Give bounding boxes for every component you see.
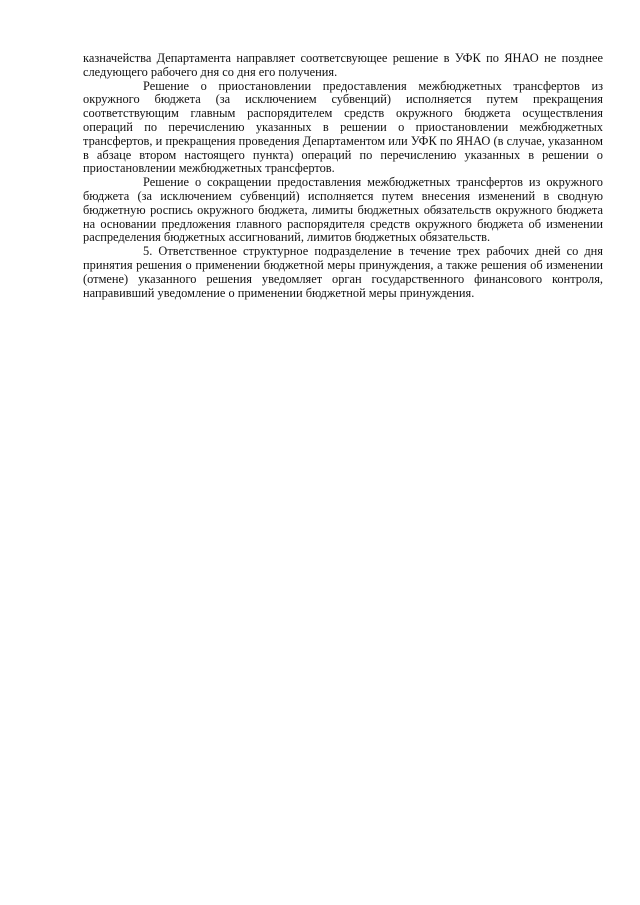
paragraph-continuation: казначейства Департамента направляет соответсвующее решение в УФК по ЯНАО не позднее следующего рабочего дня со дня его получения. [83, 51, 603, 79]
document-page [83, 52, 603, 300]
paragraph-reduction-decision: Решение о сокращении предоставления межбюджетных трансфертов из окружного бюджета (за исключением субвенций) исполняется путем внесения изменений в сводную бюджетную роспись окружного бюджета, лимиты бюджетных обязательств окружного бюджета на основании предложения главного распорядителя средств окружного бюджета об изменении распределения бюджетных ассигнований, лимитов бюджетных обязательств. [83, 175, 603, 245]
paragraph-suspension-decision: Решение о приостановлении предоставления межбюджетных трансфертов из окружного бюджета (за исключением субвенций) исполняется путем прекращения соответствующим главным распорядителем средств окружного бюджета осуществления операций по перечислению указанных в решении о приостановлении межбюджетных трансфертов, и прекращения проведения Департаментом или УФК по ЯНАО (в случае, указанном в абзаце втором настоящего пункта) операций по перечислению указанных в решении о приостановлении межбюджетных трансфертов. [83, 78, 603, 176]
paragraph-item-5: 5. Ответственное структурное подразделение в течение трех рабочих дней со дня принятия решения о применении бюджетной меры принуждения, а также решения об изменении (отмене) указанного решения уведомляет орган государственного финансового контроля, направивший уведомление о применении бюджетной меры принуждения. [83, 244, 603, 300]
